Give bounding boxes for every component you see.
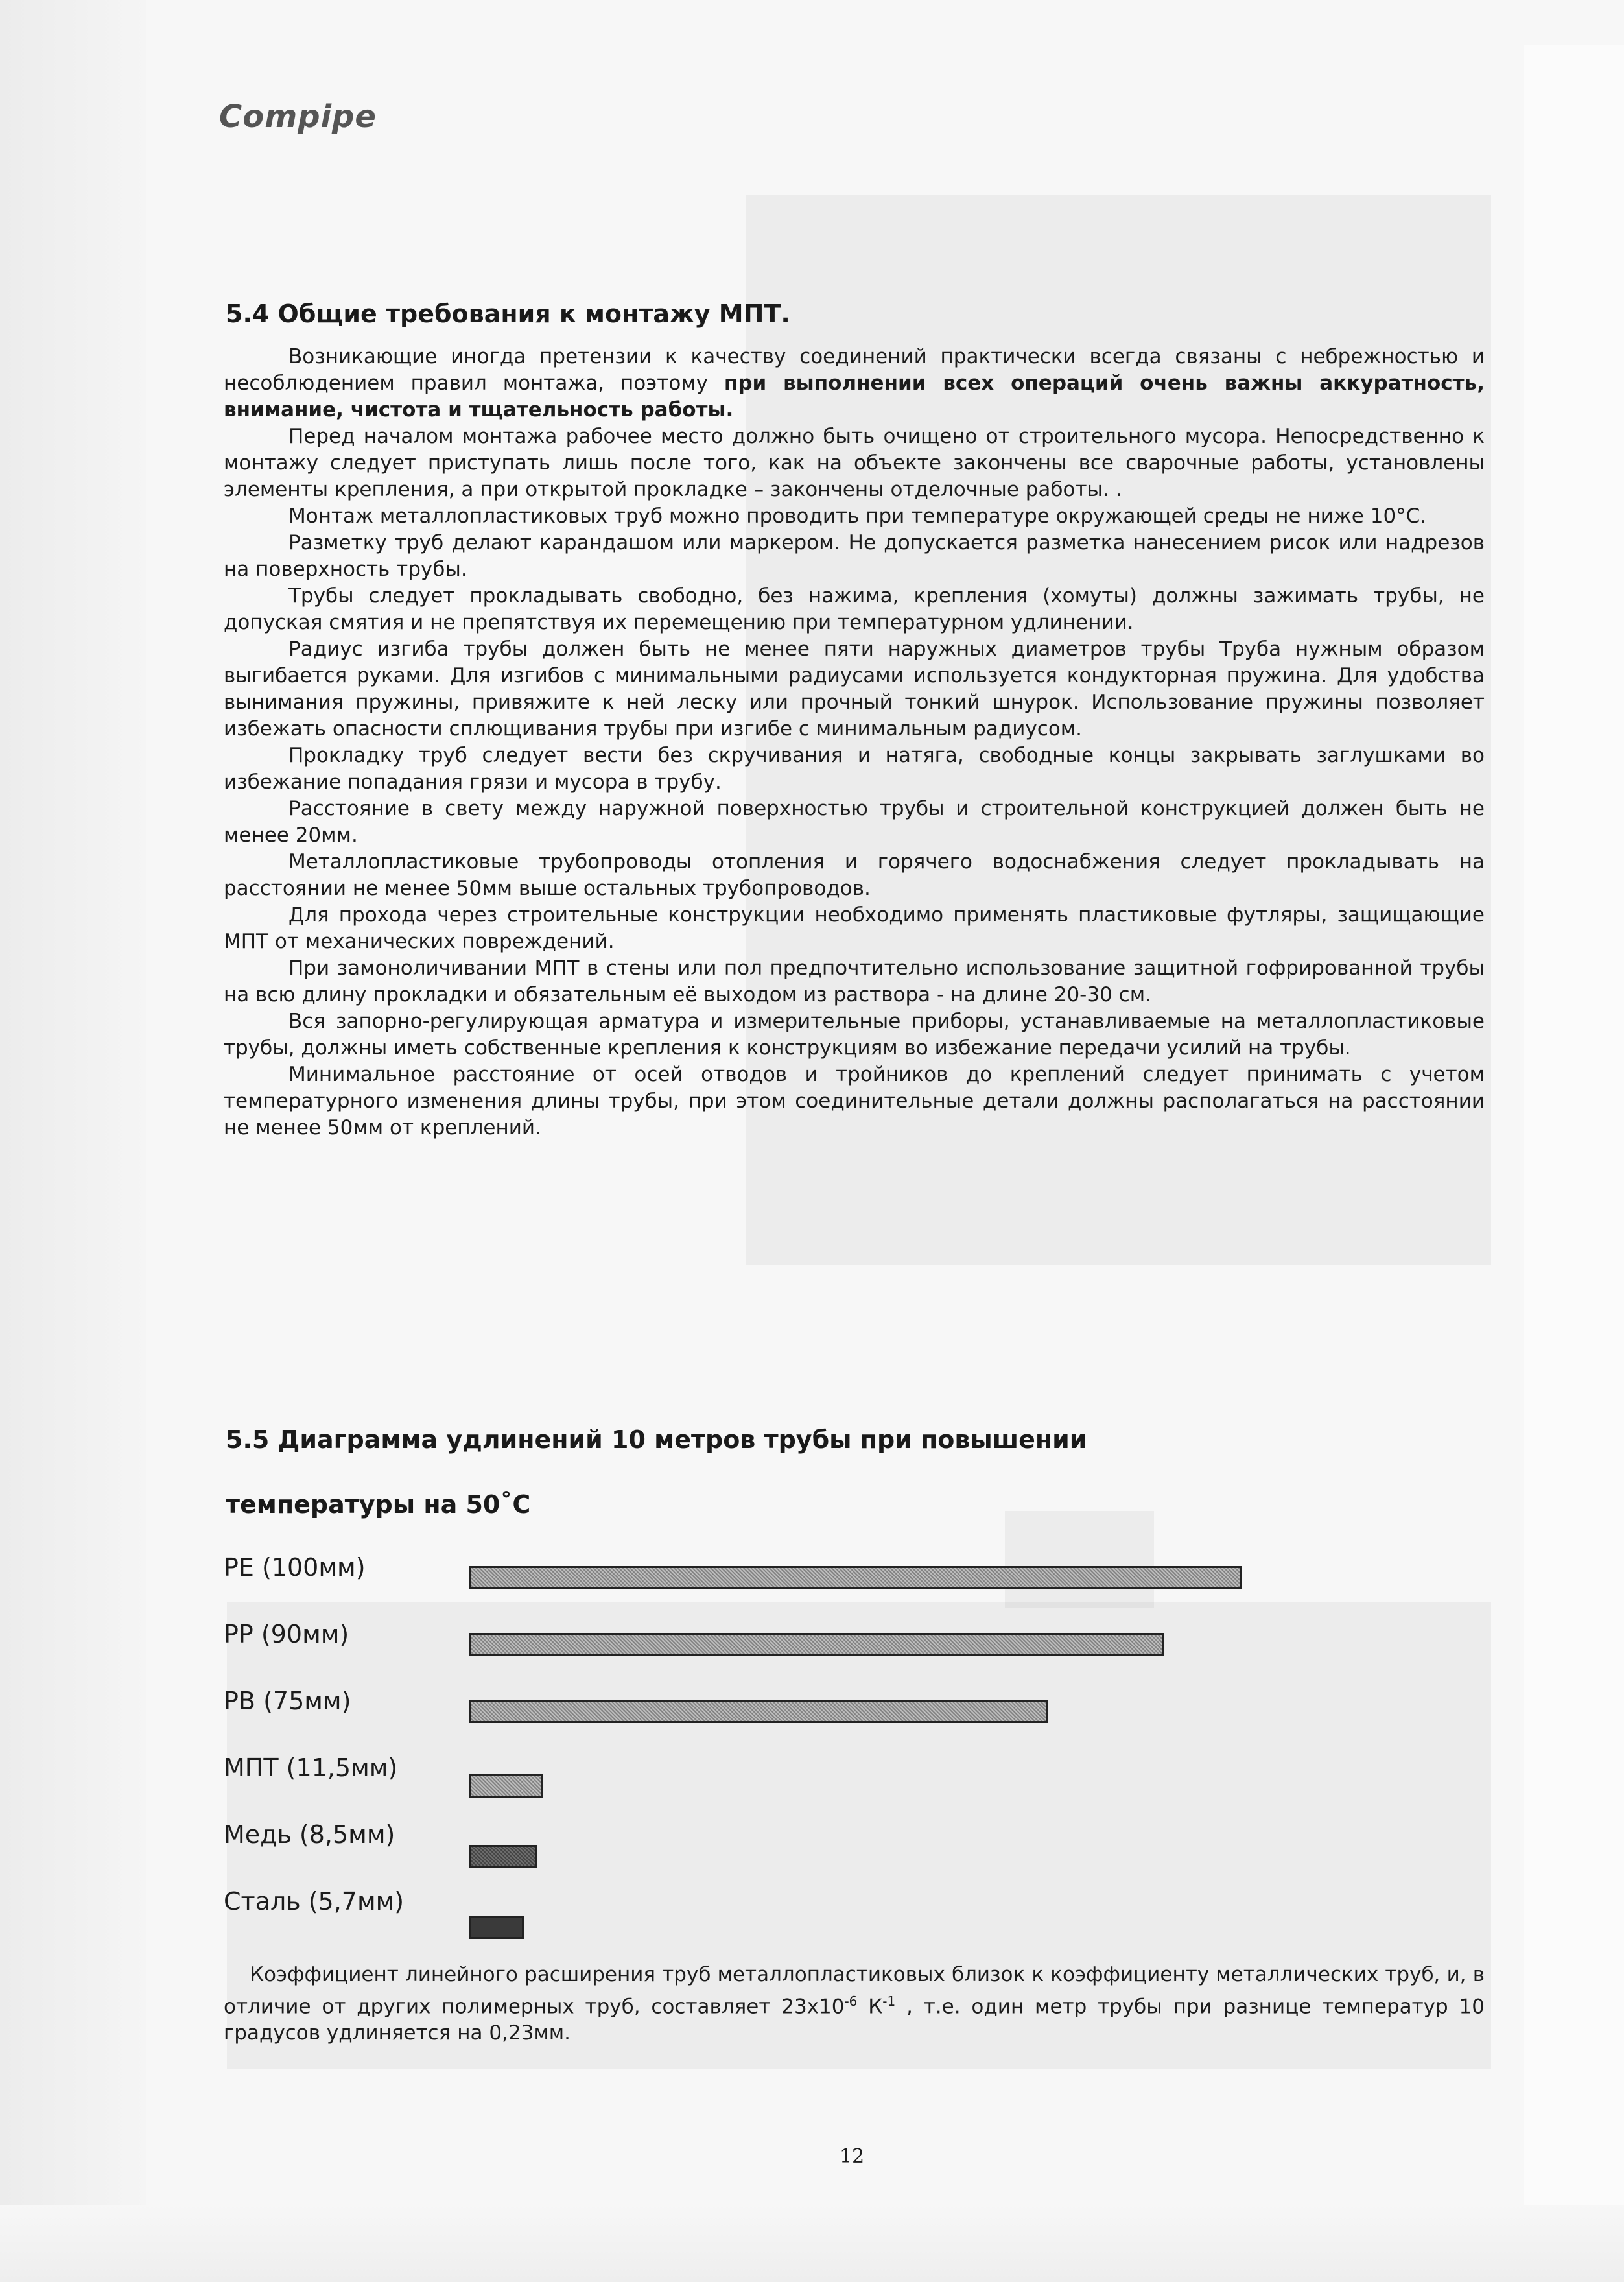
paragraph: Расстояние в свету между наружной поверхностью трубы и строительной конструкцией должен быть не менее 20мм. bbox=[224, 797, 1485, 847]
section-5-4-body bbox=[224, 344, 1485, 1141]
chart-category-label: PE (100мм) bbox=[224, 1553, 366, 1582]
chart-category-label: Медь (8,5мм) bbox=[224, 1820, 395, 1849]
chart-bar bbox=[469, 1633, 1164, 1656]
paragraph: Прокладку труб следует вести без скручивания и натяга, свободные концы закрывать заглушками во избежание попадания грязи и мусора в трубу. bbox=[224, 744, 1485, 794]
paragraph-emphasis: при выполнении всех операций очень важны аккуратность, внимание, чистота и тщательность работы. bbox=[224, 372, 1485, 422]
scan-margin-right bbox=[1524, 45, 1624, 2205]
chart-bar bbox=[469, 1774, 543, 1798]
scan-shadow-bottom bbox=[0, 2205, 1624, 2282]
chart-category-label: PP (90мм) bbox=[224, 1620, 349, 1648]
chart-bar bbox=[469, 1700, 1048, 1723]
note-text: Коэффициент линейного расширения труб металлопластиковых близок к коэффициенту металлических труб, и, в отличие от других полимерных труб, составляет 23х10 bbox=[224, 1963, 1485, 2019]
chart-category-label: Сталь (5,7мм) bbox=[224, 1887, 405, 1916]
paragraph: Монтаж металлопластиковых труб можно проводить при температуре окружающей среды не ниже 10°С. bbox=[288, 505, 1427, 528]
elongation-bar-chart bbox=[224, 1553, 1326, 1968]
paragraph: Разметку труб делают карандашом или маркером. Не допускается разметка нанесением рисок или надрезов на поверхность трубы. bbox=[224, 531, 1485, 581]
paragraph: Минимальное расстояние от осей отводов и тройников до креплений следует принимать с учетом температурного изменения длины трубы, при этом соединительные детали должны располагаться на расстоянии не менее 50мм от креплений. bbox=[224, 1063, 1485, 1139]
paragraph: Вся запорно-регулирующая арматура и измерительные приборы, устанавливаемые на металлопластиковые трубы, должны иметь собственные крепления к конструкциям во избежание передачи усилий на трубы. bbox=[224, 1010, 1485, 1060]
paragraph-text: Возникающие иногда претензии к качеству соединений практически всегда связаны с небрежностью и несоблюдением правил монтажа, поэтому bbox=[224, 345, 1485, 395]
note-unit: К bbox=[857, 1995, 883, 2019]
note-text-end: , т.е. один метр трубы при разнице температур 10 градусов удлиняется на 0,23мм. bbox=[224, 1995, 1485, 2045]
paragraph: Трубы следует прокладывать свободно, без нажима, крепления (хомуты) должны зажимать трубы, не допуская смятия и не препятствуя их перемещению при температурном удлинении. bbox=[224, 584, 1485, 634]
paragraph: Для прохода через строительные конструкции необходимо применять пластиковые футляры, защищающие МПТ от механических повреждений. bbox=[224, 903, 1485, 953]
note-exponent: -1 bbox=[882, 1993, 896, 2009]
page-number: 12 bbox=[840, 2145, 865, 2168]
paragraph: Радиус изгиба трубы должен быть не менее пяти наружных диаметров трубы Труба нужным образом выгибается руками. Для изгибов с минимальными радиусами используется кондукторная пружина. Для удобства вынимания пружины, привяжите к ней леску или прочный тонкий шнурок. Использование пружины позволяет избежать опасности сплющивания трубы при изгибе с минимальным радиусом. bbox=[224, 637, 1485, 741]
scan-shadow-left bbox=[0, 0, 146, 2282]
chart-bar bbox=[469, 1916, 524, 1939]
paragraph: Металлопластиковые трубопроводы отопления и горячего водоснабжения следует прокладывать на расстоянии не менее 50мм выше остальных трубопроводов. bbox=[224, 850, 1485, 900]
expansion-coefficient-note bbox=[224, 1962, 1485, 2047]
chart-category-label: МПТ (11,5мм) bbox=[224, 1753, 398, 1782]
paragraph: При замоноличивании МПТ в стены или пол предпочтительно использование защитной гофрированной трубы на всю длину прокладки и обязательным её выходом из раствора - на длине 20-30 см. bbox=[224, 957, 1485, 1006]
note-exponent: -6 bbox=[844, 1993, 858, 2009]
paragraph bbox=[224, 344, 1485, 423]
section-5-4-title: 5.4 Общие требования к монтажу МПТ. bbox=[226, 300, 790, 328]
chart-bar bbox=[469, 1566, 1242, 1589]
chart-bar bbox=[469, 1845, 537, 1868]
section-5-5-title-line2: температуры на 50˚С bbox=[226, 1490, 531, 1519]
section-5-5-title-line1: 5.5 Диаграмма удлинений 10 метров трубы при повышении bbox=[226, 1425, 1087, 1454]
brand-logo: Compipe bbox=[219, 99, 377, 135]
chart-category-label: PB (75мм) bbox=[224, 1687, 351, 1715]
paragraph: Перед началом монтажа рабочее место должно быть очищено от строительного мусора. Непосредственно к монтажу следует приступать лишь после того, как на объекте закончены все сварочные работы, установлены элементы крепления, а при открытой прокладке – закончены отделочные работы. . bbox=[224, 425, 1485, 501]
